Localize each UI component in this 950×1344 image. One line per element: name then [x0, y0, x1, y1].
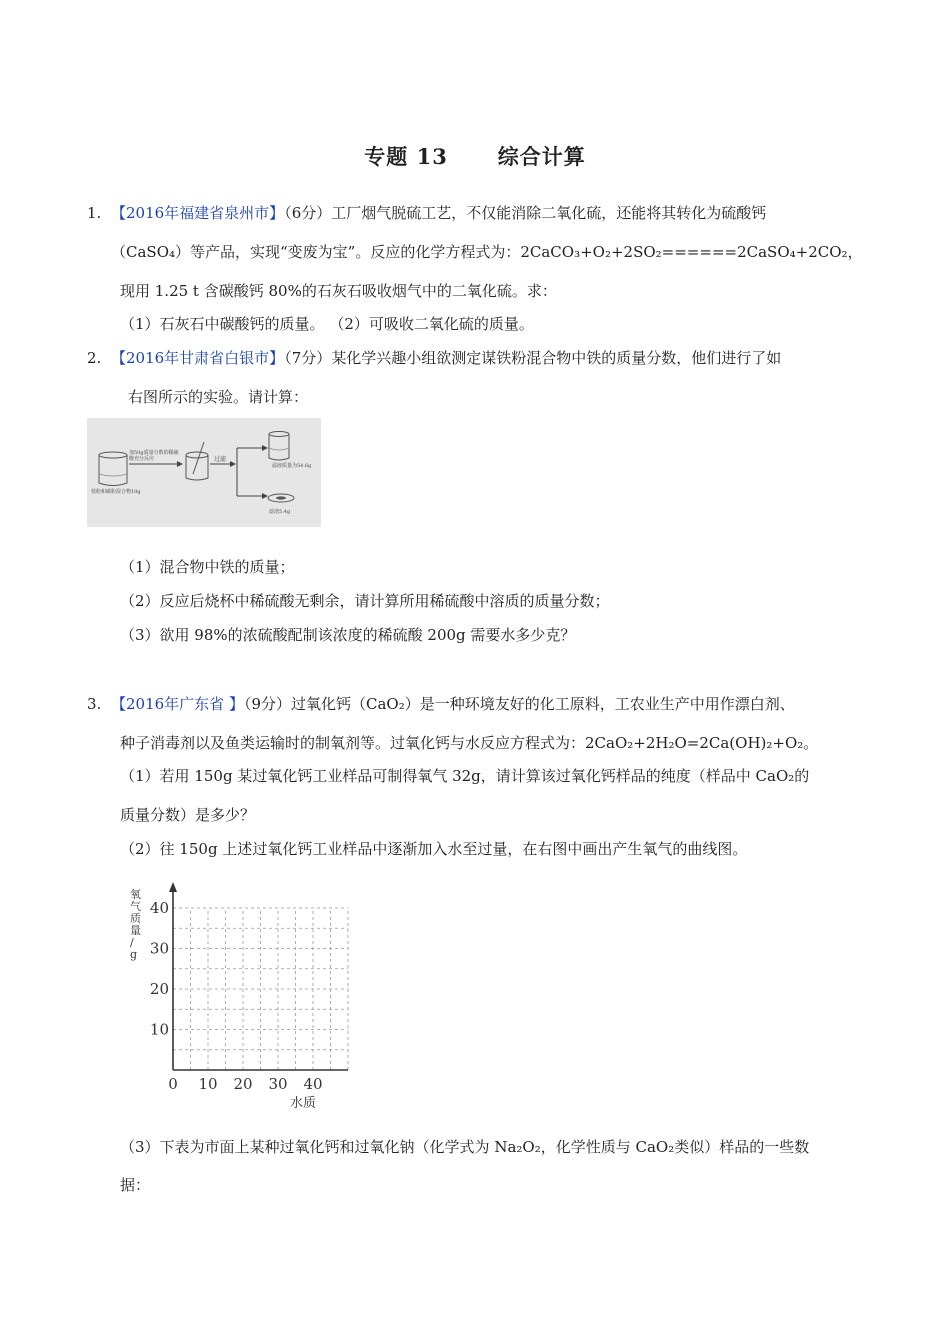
x-tick-label: 40 [303, 1075, 323, 1093]
y-axis-arrow [169, 882, 177, 892]
q3-line1 [111, 694, 795, 714]
x-tick-label: 20 [233, 1075, 253, 1093]
q1-line1-text: （6分）工厂烟气脱硫工艺，不仅能消除二氧化硫，还能将其转化为硫酸钙 [284, 204, 767, 222]
q3-part3a: （3）下表为市面上某种过氧化钙和过氧化钠（化学式为 Na₂O₂，化学性质与 CaO₂类似）样品的一些数 [120, 1138, 810, 1156]
q1-parts: （1）石灰石中碳酸钙的质量。 （2）可吸收二氧化硫的质量。 [120, 315, 534, 333]
q3-part1b: 质量分数）是多少？ [120, 806, 256, 824]
q3-source: 【2016年广东省 】 [111, 695, 244, 713]
q1-number: 1. [87, 204, 102, 222]
q2-part1: （1）混合物中铁的质量； [120, 558, 295, 576]
q2-part2: （2）反应后烧杯中稀硫酸无剩余，请计算所用稀硫酸中溶质的质量分数； [120, 592, 610, 610]
oxygen-chart [118, 874, 358, 1114]
q2-line1 [111, 348, 781, 368]
y-tick-label: 10 [149, 1020, 169, 1039]
q1-source: 【2016年福建省泉州市】 [111, 204, 285, 222]
y-tick-label: 20 [149, 980, 169, 998]
oxygen-chart-svg[interactable] [118, 874, 358, 1114]
q3-part2: （2）往 150g 上述过氧化钙工业样品中逐渐加入水至过量，在右图中画出产生氧气的曲线图。 [120, 840, 748, 858]
q1-line1 [111, 203, 766, 223]
x-tick-label: 10 [198, 1075, 218, 1093]
mixture-label: 铁粉和碳粉混合物10g [91, 489, 141, 495]
y-tick-label: 30 [149, 939, 169, 958]
q2-line2: 右图所示的实验。请计算： [128, 388, 309, 406]
q2-part3: （3）欲用 98%的浓硫酸配制该浓度的稀硫酸 200g 需要水多少克？ [120, 626, 576, 644]
y-axis-label: 氧气质量/ g [130, 888, 141, 961]
residue-label: 滤渣5.4g [269, 509, 291, 515]
q3-number: 3. [87, 695, 102, 713]
q1-line3: 现用 1.25 t 含碳酸钙 80%的石灰石吸收烟气中的二氧化硫。求： [120, 282, 557, 300]
q3-line2: 种子消毒剂以及鱼类运输时的制氧剂等。过氧化钙与水反应方程式为：2CaO₂+2H₂O=2Ca(OH)₂+O₂。 [120, 734, 819, 752]
filtrate-label: 滤液质量为54.6g [272, 463, 312, 469]
filter-label: 过滤 [214, 456, 227, 463]
q3-part1a: （1）若用 150g 某过氧化钙工业样品可制得氧气 32g，请计算该过氧化钙样品的纯度（样品中 CaO₂的 [120, 767, 810, 785]
page-title: 专题 13 综合计算 [364, 144, 586, 169]
experiment-diagram [87, 418, 321, 527]
q2-source: 【2016年甘肃省白银市】 [111, 349, 285, 367]
q2-line1-text: （7分）某化学兴趣小组欲测定谋铁粉混合物中铁的质量分数，他们进行了如 [284, 349, 782, 367]
q2-number: 2. [87, 349, 102, 367]
reagent-label: 加50g质量分数的稀硫酸充分反应 [129, 450, 179, 462]
q3-part3b: 据： [120, 1176, 151, 1194]
y-tick-label: 40 [149, 899, 169, 917]
x-axis-label: 水质 [289, 1096, 317, 1111]
x-tick-label: 30 [268, 1075, 288, 1093]
q3-line1-text: （9分）过氧化钙（CaO₂）是一种环境友好的化工原料，工农业生产中用作漂白剂、 [243, 695, 795, 713]
x-tick-label: 0 [168, 1075, 178, 1093]
q1-line2: （CaSO₄）等产品，实现“变废为宝”。反应的化学方程式为：2CaCO₃+O₂+2SO₂======2CaSO₄+2CO₂， [111, 243, 863, 261]
